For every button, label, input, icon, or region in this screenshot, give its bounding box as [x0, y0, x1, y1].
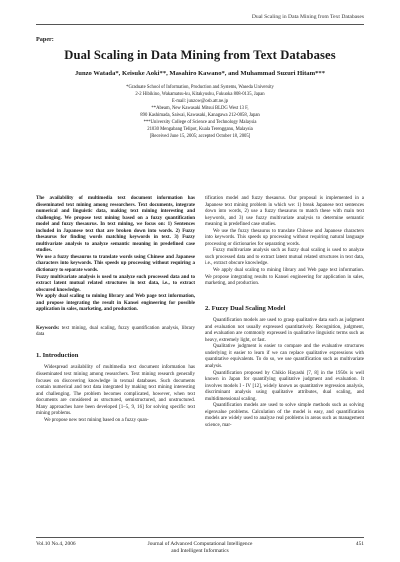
footer-journal-line: and Intelligent Informatics	[171, 548, 229, 554]
affiliation-line: E-mail: junzow@osb.att.ne.jp	[171, 99, 229, 104]
abstract	[36, 196, 195, 314]
affiliation-line: **Abeam, New Kawasaki Mitsui BLDG West 13 F,	[151, 106, 249, 111]
affiliation-line: *Graduate School of Information, Production and Systems, Waseda University	[126, 85, 274, 90]
body-paragraph: Widespread availability of multimedia text document information has disseminated text mining among researchers. Text mining research generally focuses on discovering knowledge in textual databases. Such documents contain numerical and text data integrated by making text mining interesting and challenging. The problem becomes complicated, however, when text documents are considered as structured, semistructured, and unstructured. Many approaches have been developed [1–5, 9, 16] for solving specific text mining problems.	[36, 365, 195, 417]
body-paragraph: Quantification models are used to grasp qualitative data such as judgment and evaluation not usually expressed quantitatively. Recognition, judgment, and evaluation are commonly expressed in qualitative linguistic terms such as heavy, extremely light, or fast.	[205, 318, 364, 343]
body-paragraph: We apply dual scaling to mining library and Web page text information. We propose integrating results to Kansei engineering for application in sales, marketing, and production.	[205, 268, 364, 287]
received-dates: [Received June 15, 2005; accepted October 18, 2005]	[149, 134, 251, 139]
page-number: 451	[355, 541, 364, 547]
keywords	[36, 326, 195, 339]
author-list: Junzo Watada*, Keisuke Aoki**, Masahiro Kawano*, and Muhammad Suzuri Hitam***	[75, 70, 325, 77]
body-paragraph: Qualitative judgment is easier to compare and the evaluative structures underlying it easier to learn if we can replace qualitative expressions with quantitative equivalents. To do so, we use quantification such as multivariate analysis.	[205, 344, 364, 370]
left-column	[36, 196, 195, 424]
abstract-paragraph: We apply dual scaling to mining library and Web page text information, and propose integrating the result in Kansei engineering for possible application in sales, marketing, and production.	[36, 294, 195, 313]
body-paragraph: Quantification models are used to solve simple methods such as solving eigenvalue problems. Calculation of the model is easy, and quantification models are widely used to analyze real problems in areas such as management science, mar-	[205, 403, 364, 428]
affiliation-line: 2-2 Hibikino, Wakamatsu-ku, Kitakyushu, Fukuoka 808-0135, Japan	[135, 92, 265, 97]
body-paragraph: Quantification proposed by Chikio Hayashi [7, 8] in the 1950s is well known in Japan for quantifying qualitative judgment and evaluation. It involves models I - IV [12], widely known as quantitative regression analysis, discriminant analysis using qualitative attributes, dual scaling, and multidimensional scaling.	[205, 370, 364, 402]
footer-volume: Vol.10 No.4, 2006	[36, 541, 76, 547]
affiliation-line: ***University College of Science and Technology Malaysia	[143, 120, 257, 125]
affiliations	[0, 84, 400, 140]
running-head: Dual Scaling in Data Mining from Text Databases	[251, 14, 364, 20]
keywords-text: text mining, dual scaling, fuzzy quantification analysis, library data	[36, 325, 196, 338]
abstract-paragraph: The availability of multimedia text document information has disseminated text mining among researchers. Text documents, integrate numerical and linguistic data, making text mining interesting and challenging. We propose text mining based on a fuzzy quantification model and fuzzy thesaurus. In text mining, we focus on: 1) Sentences included in Japanese text that are broken down into words. 2) Fuzzy thesaurus for finding words matching keywords in text. 3) Fuzzy multivariate analysis to analyze semantic meaning in predefined case studies.	[36, 196, 195, 254]
affiliation-line: 21030 Mengabang Telipot, Kuala Terengganu, Malaysia	[147, 127, 253, 132]
body-paragraph: Fuzzy multivariate analysis such as fuzzy dual scaling is used to analyze such processed data and to extract latent mutual related structures in text data, i.e., extract obscure knowledge.	[205, 248, 364, 267]
paper-label: Paper:	[36, 36, 54, 43]
footer-journal-line: Journal of Advanced Computational Intelligence	[147, 541, 253, 547]
affiliation-line: 890 Kashimada, Saiwai, Kawasaki, Kanagawa 212-0058, Japan	[140, 113, 260, 118]
abstract-paragraph: Fuzzy multivariate analysis is used to analyze such processed data and to extract latent mutual related structures in text data, i.e., to extract obscured knowledge.	[36, 274, 195, 293]
right-column	[205, 196, 364, 430]
section-heading-introduction: 1. Introduction	[36, 351, 79, 359]
body-paragraph: We propose new text mining based on a fuzzy quan-	[44, 417, 149, 423]
abstract-paragraph: We use a fuzzy thesaurus to translate words using Chinese and Japanese characters into keywords. This speeds up processing without requiring a dictionary to separate words.	[36, 254, 195, 274]
footer-journal	[0, 541, 400, 555]
keywords-label: Keywords:	[36, 325, 60, 331]
body-paragraph: tification model and fuzzy thesaurus. Our proposal is implemented in a Japanese text mining problem in which we: 1) break Japanese text sentences down into words, 2) use a fuzzy thesaurus to match these with main text keywords, and 3) use fuzzy multivariate analysis to determine semantic meaning in predefined case studies.	[205, 196, 364, 228]
section-heading-fuzzy-dual-scaling: 2. Fuzzy Dual Scaling Model	[205, 304, 286, 312]
paper-title: Dual Scaling in Data Mining from Text Databases	[64, 48, 336, 62]
body-paragraph: We use the fuzzy thesaurus to translate Chinese and Japanese characters into keywords. This speeds up processing without requiring natural language processing or dictionaries for separating words.	[205, 228, 364, 247]
footer-rule	[36, 537, 364, 538]
header-rule	[36, 24, 364, 25]
